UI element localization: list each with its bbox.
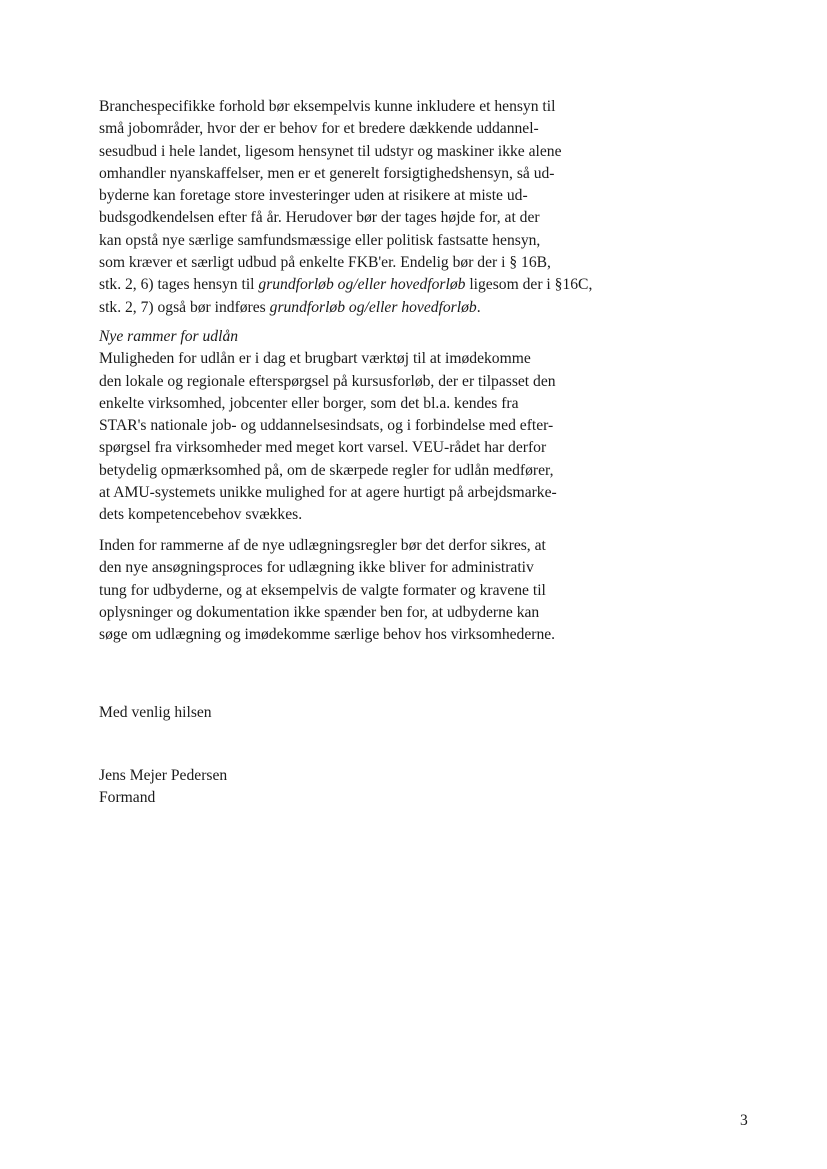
section-heading: Nye rammer for udlån <box>99 328 239 345</box>
closing-text: Med venlig hilsen <box>99 704 212 721</box>
text-line: enkelte virksomhed, jobcenter eller borger, som det bl.a. kendes fra <box>99 394 519 412</box>
text-line: at AMU-systemets unikke mulighed for at agere hurtigt på arbejdsmarke- <box>99 484 557 502</box>
text-segment: stk. 2, 6) tages hensyn til <box>99 276 259 294</box>
italic-term: grundforløb og/eller hovedforløb <box>269 298 477 316</box>
text-line: betydelig opmærksomhed på, om de skærpede regler for udlån medfører, <box>99 461 554 479</box>
text-line: søge om udlægning og imødekomme særlige behov hos virksomhederne. <box>99 626 556 644</box>
text-line: budsgodkendelsen efter få år. Herudover bør der tages højde for, at der <box>99 209 540 227</box>
text-line: dets kompetencebehov svækkes. <box>99 506 303 524</box>
text-segment: stk. 2, 7) også bør indføres <box>99 298 270 316</box>
italic-term: grundforløb og/eller hovedforløb <box>258 276 466 294</box>
text-line: sesudbud i hele landet, ligesom hensynet til udstyr og maskiner ikke alene <box>99 142 562 160</box>
page-number: 3 <box>740 1112 748 1129</box>
paragraph-lending <box>99 326 589 527</box>
text-line: små jobområder, hvor der er behov for et bredere dækkende uddannel- <box>99 120 539 138</box>
text-line: den nye ansøgningsproces for udlægning ikke bliver for administrativ <box>99 559 534 577</box>
text-line: kan opstå nye særlige samfundsmæssige eller politisk fastsatte hensyn, <box>99 231 541 249</box>
signatory-title: Formand <box>99 789 156 807</box>
signatory-name: Jens Mejer Pedersen <box>99 767 228 784</box>
text-line: den lokale og regionale efterspørgsel på kursusforløb, der er tilpasset den <box>99 372 556 390</box>
text-line: Muligheden for udlån er i dag et brugbart værktøj til at imødekomme <box>99 350 531 368</box>
text-line: spørgsel fra virksomheder med meget kort varsel. VEU-rådet har derfor <box>99 439 547 457</box>
text-line: som kræver et særligt udbud på enkelte FKB'er. Endelig bør der i § 16B, <box>99 254 551 272</box>
text-line: Inden for rammerne af de nye udlægningsregler bør det derfor sikres, at <box>99 537 546 554</box>
text-line: omhandler nyanskaffelser, men er et generelt forsigtighedshensyn, så ud- <box>99 164 555 182</box>
text-segment: . <box>476 298 481 316</box>
paragraph-delegation-rules <box>99 535 589 646</box>
text-segment: ligesom der i §16C, <box>465 276 593 294</box>
signature-block <box>99 765 589 810</box>
text-line: Branchespecifikke forhold bør eksempelvis kunne inkludere et hensyn til <box>99 98 556 115</box>
text-line: byderne kan foretage store investeringer uden at risikere at miste ud- <box>99 187 528 205</box>
closing-greeting <box>99 702 589 724</box>
text-line: oplysninger og dokumentation ikke spænder ben for, at udbyderne kan <box>99 603 540 621</box>
text-line <box>99 297 589 319</box>
paragraph-branch-specific <box>99 96 593 319</box>
text-line: tung for udbyderne, og at eksempelvis de valgte formater og kravene til <box>99 581 546 599</box>
text-line: STAR's nationale job- og uddannelsesindsats, og i forbindelse med efter- <box>99 417 554 435</box>
text-line <box>99 274 593 296</box>
